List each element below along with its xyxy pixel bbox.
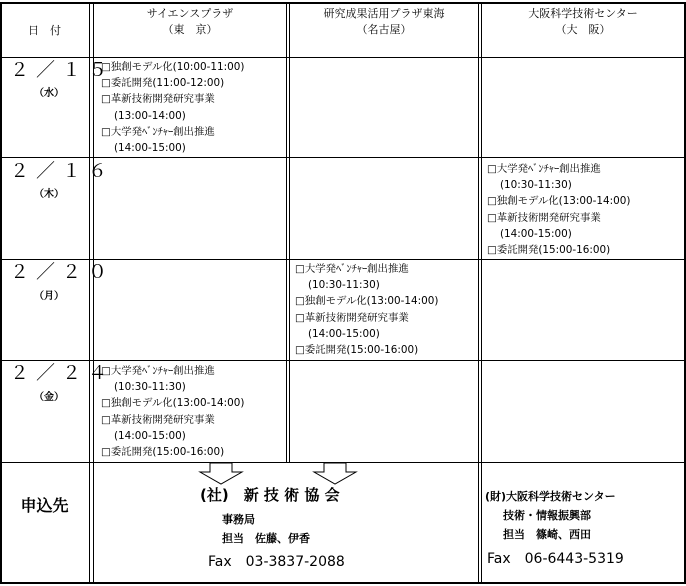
- org1-name: (社) 新 技 術 協 会: [200, 486, 340, 504]
- header-date: 日 付: [28, 24, 61, 37]
- col-divider-1b: [289, 2, 290, 462]
- row3-dow: （月）: [34, 291, 64, 302]
- row-line-header: [0, 57, 686, 58]
- org1-contact: 担当 佐藤、伊香: [222, 532, 310, 545]
- row2-osaka-cell: [487, 161, 630, 258]
- row3-date: ２／２０: [10, 261, 115, 283]
- row1-tokyo-item-3-time: (13:00-14:00): [114, 109, 186, 122]
- col-divider-1a: [286, 2, 287, 462]
- header-col3-line1: 大阪科学技術センター: [528, 7, 638, 20]
- date-divider-a: [89, 2, 90, 584]
- row4-tokyo-item-1: □大学発ﾍﾞﾝﾁｬｰ創出推進: [101, 365, 215, 377]
- row4-tokyo-item-4: □委託開発(15:00-16:00): [101, 446, 225, 459]
- row1-tokyo-item-2: □委託開発(11:00-12:00): [101, 77, 225, 90]
- header-col2-line1: 研究成果活用プラザ東海: [323, 7, 445, 20]
- row1-date: ２／１５: [10, 59, 115, 81]
- org1-fax: Fax 03-3837-2088: [208, 554, 345, 570]
- row4-dow: （金）: [34, 392, 64, 403]
- border-bottom: [0, 582, 686, 584]
- border-top: [0, 2, 686, 4]
- org1-office: 事務局: [222, 513, 255, 526]
- row3-nagoya-cell: [295, 261, 438, 358]
- date-divider-b: [93, 2, 94, 584]
- down-arrow-icon: [312, 463, 358, 485]
- header-col1-line1: サイエンスプラザ: [146, 7, 234, 20]
- down-arrow-icon: [198, 463, 244, 485]
- row-line-3: [0, 360, 686, 361]
- row3-nagoya-item-3-time: (14:00-15:00): [308, 327, 380, 340]
- row1-tokyo-item-3: □革新技術開発研究事業: [101, 93, 215, 106]
- row4-tokyo-item-3-time: (14:00-15:00): [114, 429, 186, 442]
- col-divider-2a: [478, 2, 479, 584]
- row1-tokyo-item-4: □大学発ﾍﾞﾝﾁｬｰ創出推進: [101, 125, 215, 138]
- row4-tokyo-item-2: □独創モデル化(13:00-14:00): [101, 397, 245, 410]
- row3-nagoya-item-1-time: (10:30-11:30): [308, 279, 380, 292]
- row4-tokyo-cell: [101, 363, 244, 460]
- row1-tokyo-item-1: □独創モデル化(10:00-11:00): [101, 61, 245, 73]
- row1-dow: （水）: [34, 88, 64, 99]
- row2-osaka-item-1: □大学発ﾍﾞﾝﾁｬｰ創出推進: [487, 163, 601, 175]
- row2-osaka-item-2: □独創モデル化(13:00-14:00): [487, 195, 631, 208]
- row2-osaka-item-3: □革新技術開発研究事業: [487, 211, 601, 224]
- org2-dept: 技術・情報振興部: [503, 509, 591, 522]
- row2-osaka-item-3-time: (14:00-15:00): [500, 227, 572, 240]
- header-col1-line2: （東 京）: [162, 23, 218, 36]
- row-line-2: [0, 259, 686, 260]
- row3-nagoya-item-3: □革新技術開発研究事業: [295, 311, 409, 324]
- row3-nagoya-item-1: □大学発ﾍﾞﾝﾁｬｰ創出推進: [295, 263, 409, 275]
- row1-tokyo-cell: [101, 59, 244, 156]
- col-divider-2b: [481, 2, 482, 584]
- org2-name: (財)大阪科学技術センター: [485, 490, 616, 503]
- row2-osaka-item-4: □委託開発(15:00-16:00): [487, 244, 611, 257]
- row-line-1: [0, 157, 686, 158]
- row4-tokyo-item-1-time: (10:30-11:30): [114, 381, 186, 394]
- row3-nagoya-item-2: □独創モデル化(13:00-14:00): [295, 295, 439, 308]
- org2-fax: Fax 06-6443-5319: [487, 551, 624, 567]
- header-col2-line2: （名古屋）: [356, 23, 412, 36]
- row2-dow: （木）: [34, 189, 64, 200]
- row2-date: ２／１６: [10, 160, 115, 182]
- application-label: 申込先: [20, 496, 69, 515]
- row2-osaka-item-1-time: (10:30-11:30): [500, 179, 572, 192]
- row3-nagoya-item-4: □委託開発(15:00-16:00): [295, 344, 419, 357]
- org2-contact: 担当 篠崎、西田: [503, 528, 591, 541]
- row4-date: ２／２４: [10, 362, 115, 384]
- row1-tokyo-item-4-time: (14:00-15:00): [114, 142, 186, 155]
- header-col3-line2: （大 阪）: [555, 23, 611, 36]
- row4-tokyo-item-3: □革新技術開発研究事業: [101, 413, 215, 426]
